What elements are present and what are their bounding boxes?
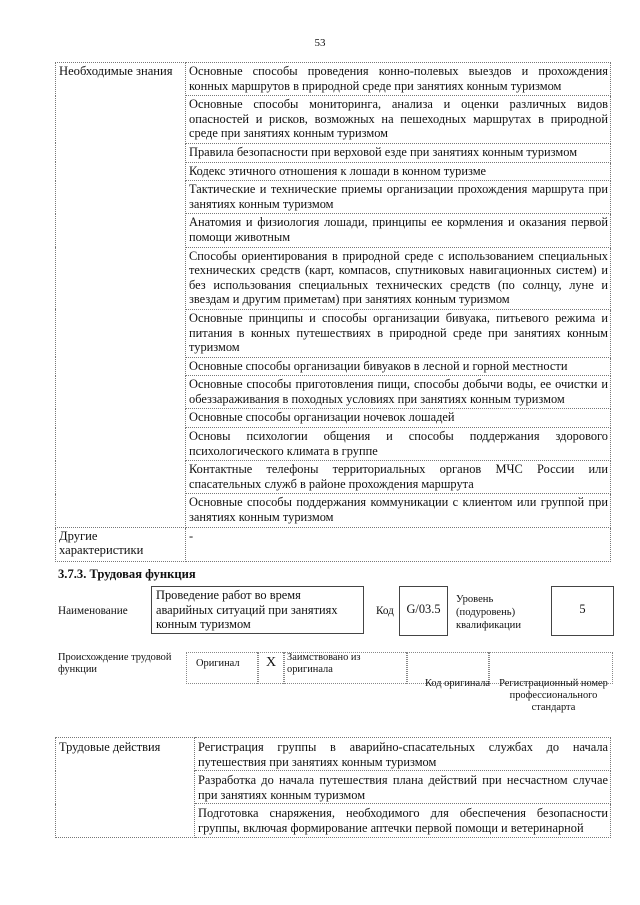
knowledge-item: Основные принципы и способы организации бивуака, питьевого режима и питания в конных путешествиях в природной среде при занятиях конным туризмом [186,309,611,357]
section-title: 3.7.3. Трудовая функция [58,567,196,581]
knowledge-item: Кодекс этичного отношения к лошади в конном туризме [186,162,611,181]
knowledge-item: Контактные телефоны территориальных органов МЧС России или спасательных служб в районе прохождения маршрута [186,461,611,494]
origin-label: Происхождение трудовой функции [58,652,172,675]
knowledge-label: Необходимые знания [56,63,186,528]
labor-actions-table [55,737,611,838]
knowledge-item: Основные способы приготовления пищи, способы добычи воды, ее очистки и обеззараживания в походных условиях при занятиях конным туризмом [186,376,611,409]
name-label: Наименование [58,605,128,617]
function-name: Проведение работ во время аварийных ситуаций при занятиях конным туризмом [156,588,338,632]
knowledge-table [55,62,611,562]
other-row [56,527,611,561]
code-box [399,586,448,636]
page-number: 53 [314,37,326,49]
level-value: 5 [579,602,586,616]
knowledge-item: Способы ориентирования в природной среде с использованием специальных технических средств (карт, компасов, спутниковых навигационных систем) и без использования специальных технических средств (по солнцу, луне и звездам и другим приметам) при занятиях конным туризмом [186,247,611,309]
code-value: G/03.5 [406,602,441,616]
original-mark: X [266,655,277,670]
knowledge-item: Основы психологии общения и способы поддержания здорового психологического климата в группе [186,428,611,461]
original-label: Оригинал [196,658,240,669]
knowledge-row [56,63,611,96]
labor-action-item: Регистрация группы в аварийно-спасательных службах до начала путешествия при занятиях конным туризмом [195,738,611,771]
knowledge-item: Основные способы поддержания коммуникации с клиентом или группой при занятиях конным туризмом [186,494,611,527]
labor-action-item: Подготовка снаряжения, необходимого для обеспечения безопасности группы, включая формирование аптечки первой помощи и ветеринарной [195,804,611,837]
code-original-caption: Код оригинала [424,678,490,689]
code-label: Код [376,605,394,617]
knowledge-item: Анатомия и физиология лошади, принципы ее кормления и оказания первой помощи животным [186,214,611,247]
labor-action-row [56,738,611,771]
labor-actions-label: Трудовые действия [56,738,195,838]
knowledge-item: Основные способы проведения конно-полевых выездов и прохождения конных маршрутов в природной среде при занятиях конным туризмом [186,63,611,96]
level-box [551,586,614,636]
other-label: Другие характеристики [56,527,186,561]
labor-action-item: Разработка до начала путешествия плана действий при несчастном случае при занятиях конным туризмом [195,771,611,804]
borrowed-label: Заимствовано из оригинала [287,652,361,675]
other-value: - [186,527,611,561]
knowledge-item: Правила безопасности при верховой езде при занятиях конным туризмом [186,143,611,162]
knowledge-item: Основные способы мониторинга, анализа и оценки различных видов опасностей и рисков, возможных на пешеходных маршрутах в природной среде при занятиях конным туризмом [186,96,611,144]
reg-number-caption: Регистрационный номер профессионального стандарта [499,678,608,713]
knowledge-item: Основные способы организации бивуаков в лесной и горной местности [186,357,611,376]
knowledge-item: Основные способы организации ночевок лошадей [186,409,611,428]
function-name-box [151,586,364,634]
knowledge-item: Тактические и технические приемы организации прохождения маршрута при занятиях конным туризмом [186,181,611,214]
level-label: Уровень (подуровень) квалификации [456,594,521,631]
